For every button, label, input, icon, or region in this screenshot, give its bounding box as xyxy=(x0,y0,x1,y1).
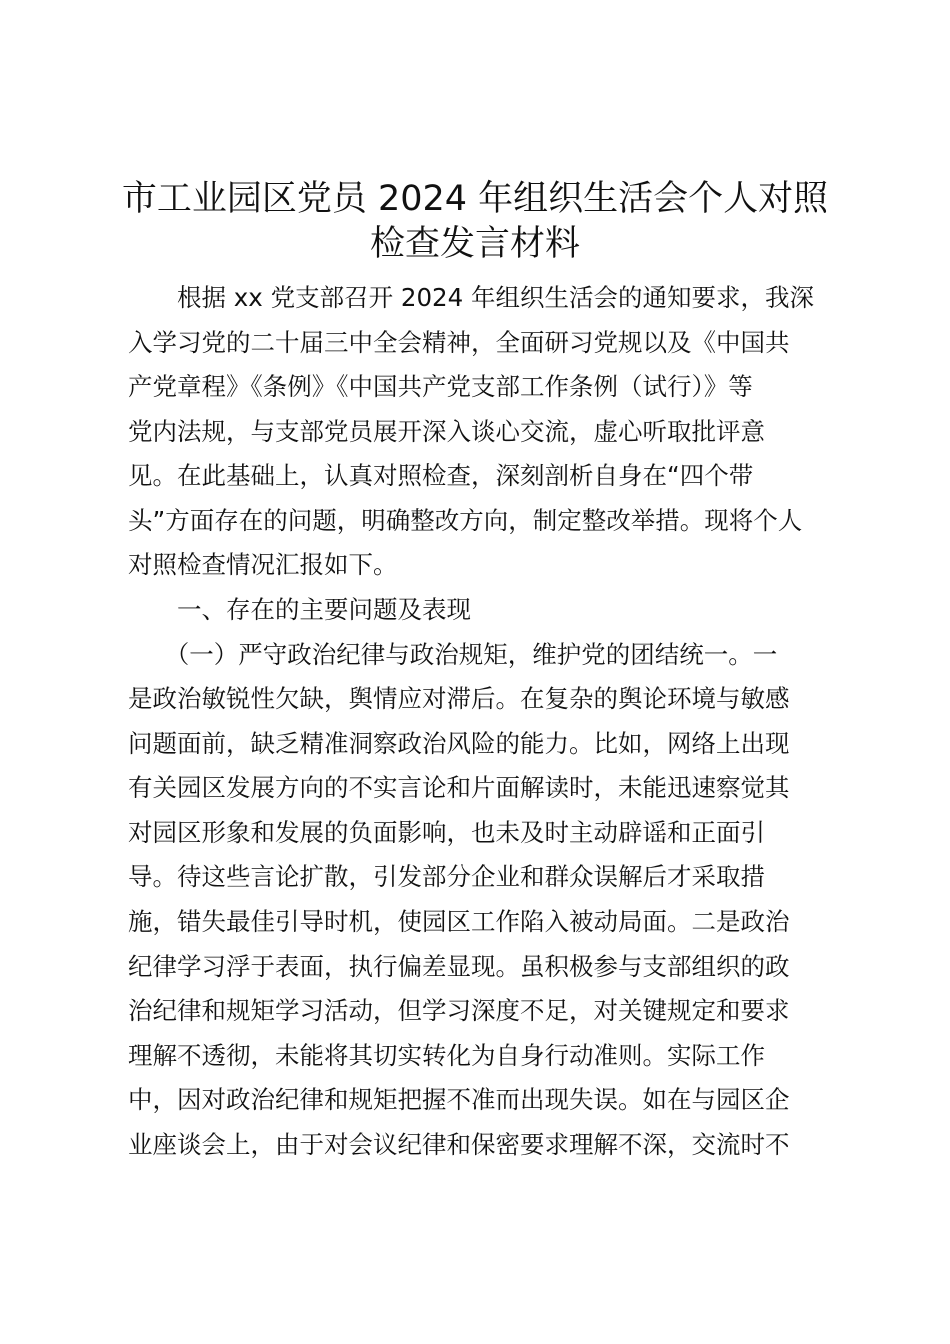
body-line: 中，因对政治纪律和规矩把握不准而出现失误。如在与园区企 xyxy=(128,1085,790,1114)
body-line: 党内法规，与支部党员展开深入谈心交流，虚心听取批评意 xyxy=(128,417,765,446)
body-line: 对照检查情况汇报如下。 xyxy=(128,550,398,579)
body-line: 根据 xx 党支部召开 2024 年组织生活会的通知要求，我深 xyxy=(128,283,814,312)
body-line: 见。在此基础上，认真对照检查，深刻剖析自身在“四个带 xyxy=(128,461,754,490)
body-line: 导。待这些言论扩散，引发部分企业和群众误解后才采取措 xyxy=(128,862,765,891)
document-title-line-2: 检查发言材料 xyxy=(369,224,580,264)
body-line: （一）严守政治纪律与政治规矩，维护党的团结统一。一 xyxy=(128,640,778,669)
body-line: 对园区形象和发展的负面影响，也未及时主动辟谣和正面引 xyxy=(128,818,765,847)
body-line: 施，错失最佳引导时机，使园区工作陷入被动局面。二是政治 xyxy=(128,907,790,936)
body-line: 治纪律和规矩学习活动，但学习深度不足，对关键规定和要求 xyxy=(128,996,790,1025)
document-title-line-1: 市工业园区党员 2024 年组织生活会个人对照 xyxy=(121,179,829,219)
body-line: 问题面前，缺乏精准洞察政治风险的能力。比如，网络上出现 xyxy=(128,729,790,758)
body-line: 业座谈会上，由于对会议纪律和保密要求理解不深，交流时不 xyxy=(128,1130,790,1159)
body-line: 纪律学习浮于表面，执行偏差显现。虽积极参与支部组织的政 xyxy=(128,952,790,981)
body-line: 头”方面存在的问题，明确整改方向，制定整改举措。现将个人 xyxy=(128,506,803,535)
body-line: 是政治敏锐性欠缺，舆情应对滞后。在复杂的舆论环境与敏感 xyxy=(128,684,790,713)
body-line: 产党章程》《条例》《中国共产党支部工作条例（试行）》等 xyxy=(128,372,753,401)
body-line: 理解不透彻，未能将其切实转化为自身行动准则。实际工作 xyxy=(128,1041,765,1070)
body-line: 有关园区发展方向的不实言论和片面解读时，未能迅速察觉其 xyxy=(128,773,790,802)
section-heading: 一、存在的主要问题及表现 xyxy=(128,595,471,624)
body-line: 入学习党的二十届三中全会精神，全面研习党规以及《中国共 xyxy=(128,328,790,357)
